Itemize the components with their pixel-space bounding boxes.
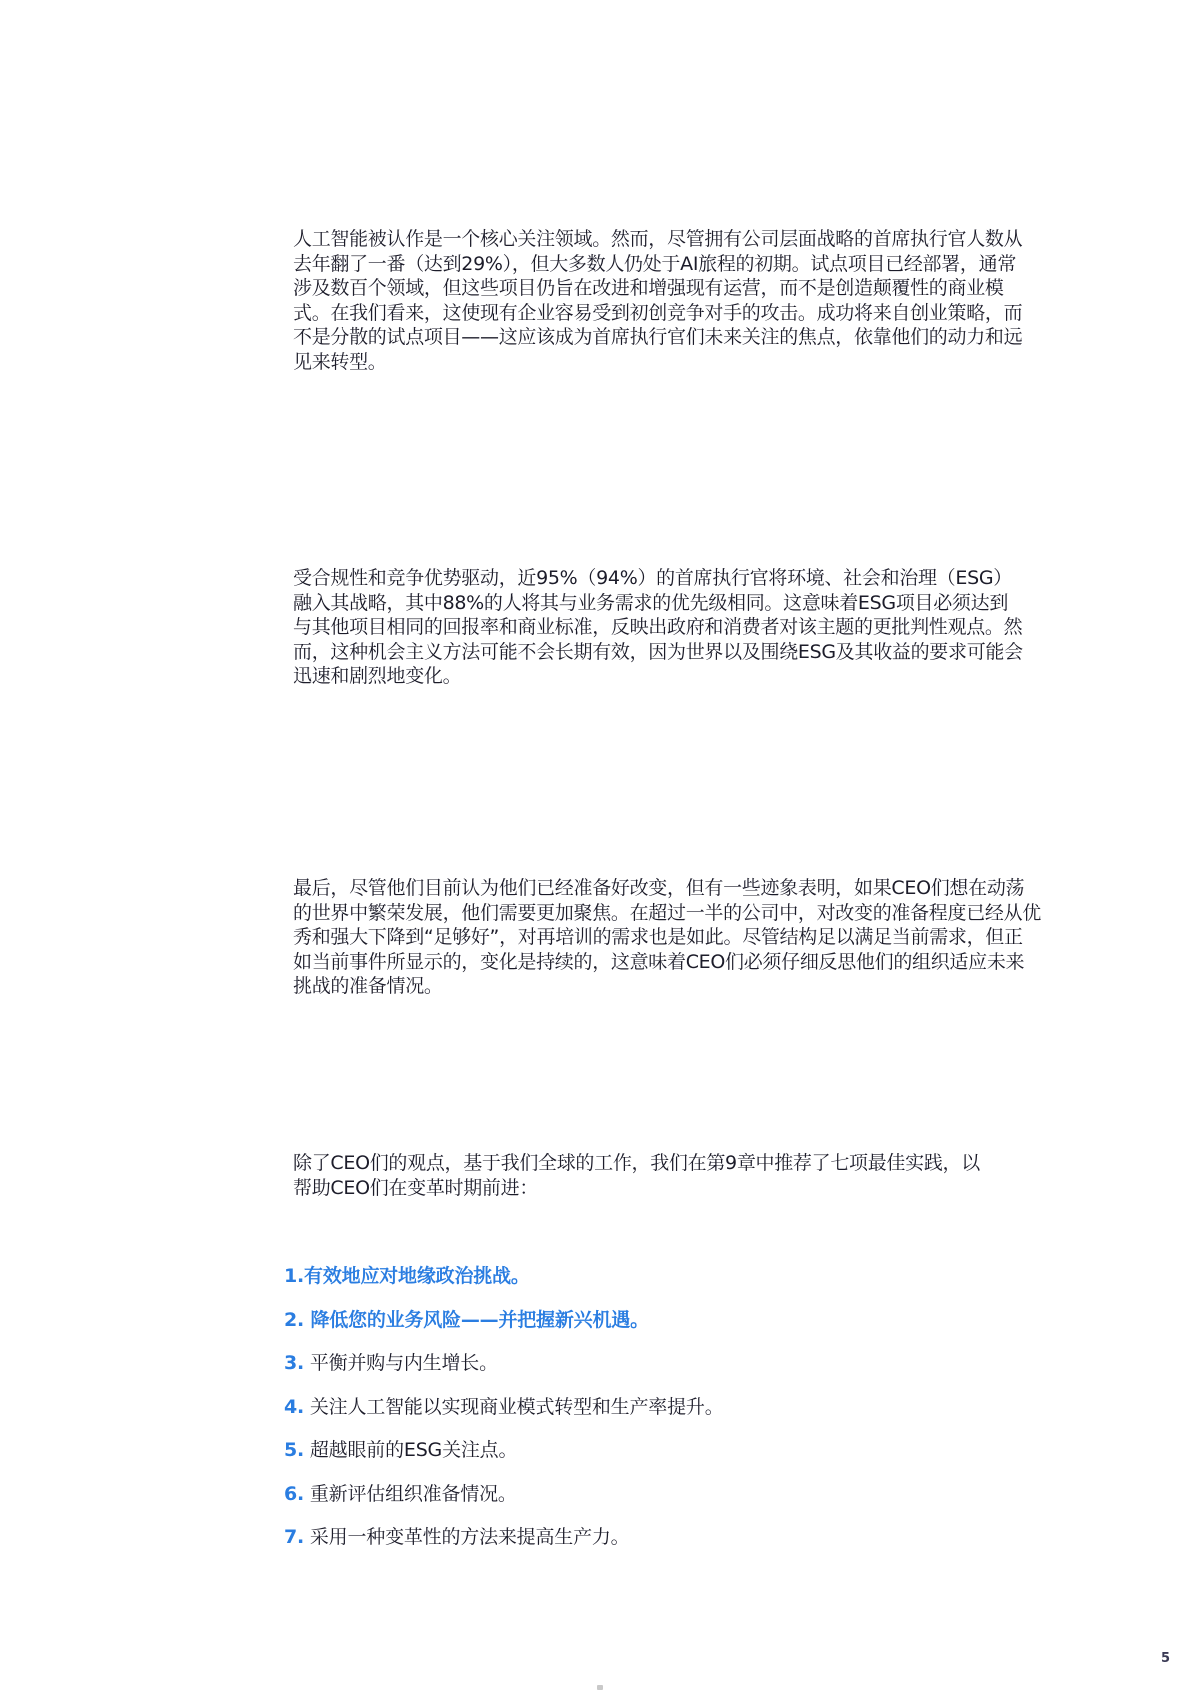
paragraph-best-practices-intro: 除了CEO们的观点，基于我们全球的工作，我们在第9章中推荐了七项最佳实践，以帮助CEO们在变革时期前进： xyxy=(293,1152,980,1199)
list-item-text: 重新评估组织准备情况。 xyxy=(304,1482,517,1505)
page-number: 5 xyxy=(1161,1651,1171,1666)
list-item-number: 2. xyxy=(284,1308,305,1331)
list-item xyxy=(284,1481,724,1525)
list-item-number: 5. xyxy=(284,1439,305,1461)
list-item-number: 7. xyxy=(284,1526,305,1548)
best-practices-list xyxy=(284,1263,724,1568)
paragraph-readiness: 最后，尽管他们目前认为他们已经准备好改变，但有一些迹象表明，如果CEO们想在动荡的世界中繁荣发展，他们需要更加聚焦。在超过一半的公司中，对改变的准备程度已经从优秀和强大下降到“足够好”，对再培训的需求也是如此。尽管结构足以满足当前需求，但正如当前事件所显示的，变化是持续的，这意味着CEO们必须仔细反思他们的组织适应未来挑战的准备情况。 xyxy=(293,877,1042,997)
list-item xyxy=(284,1437,724,1481)
list-item xyxy=(284,1524,724,1568)
list-item-number: 3. xyxy=(284,1352,305,1374)
list-item-text: 平衡并购与内生增长。 xyxy=(304,1352,498,1374)
list-item-number: 1. xyxy=(284,1265,305,1287)
paragraph-esg: 受合规性和竞争优势驱动，近95%（94%）的首席执行官将环境、社会和治理（ESG）融入其战略，其中88%的人将其与业务需求的优先级相同。这意味着ESG项目必须达到与其他项目相同的回报率和商业标准，反映出政府和消费者对该主题的更批判性观点。然而，这种机会主义方法可能不会长期有效，因为世界以及围绕ESG及其收益的要求可能会迅速和剧烈地变化。 xyxy=(293,567,1023,687)
list-item xyxy=(284,1350,724,1394)
list-item-text: 降低您的业务风险——并把握新兴机遇。 xyxy=(304,1308,649,1331)
paragraph-ai-focus: 人工智能被认作是一个核心关注领域。然而，尽管拥有公司层面战略的首席执行官人数从去年翻了一番（达到29%），但大多数人仍处于AI旅程的初期。试点项目已经部署，通常涉及数百个领域，但这些项目仍旨在改进和增强现有运营，而不是创造颠覆性的商业模式。在我们看来，这使现有企业容易受到初创竞争对手的攻击。成功将来自创业策略，而不是分散的试点项目——这应该成为首席执行官们未来关注的焦点，依靠他们的动力和远见来转型。 xyxy=(293,228,1023,373)
list-item xyxy=(284,1394,724,1438)
list-item-text: 超越眼前的ESG关注点。 xyxy=(304,1439,518,1461)
list-item xyxy=(284,1263,724,1307)
list-item-number: 4. xyxy=(284,1395,305,1418)
list-item-text: 采用一种变革性的方法来提高生产力。 xyxy=(304,1526,630,1548)
page-indicator-dot xyxy=(597,1685,603,1690)
list-item-text: 关注人工智能以实现商业模式转型和生产率提升。 xyxy=(304,1395,724,1418)
list-item xyxy=(284,1307,724,1351)
list-item-number: 6. xyxy=(284,1482,305,1505)
list-item-text: 有效地应对地缘政治挑战。 xyxy=(304,1265,530,1287)
